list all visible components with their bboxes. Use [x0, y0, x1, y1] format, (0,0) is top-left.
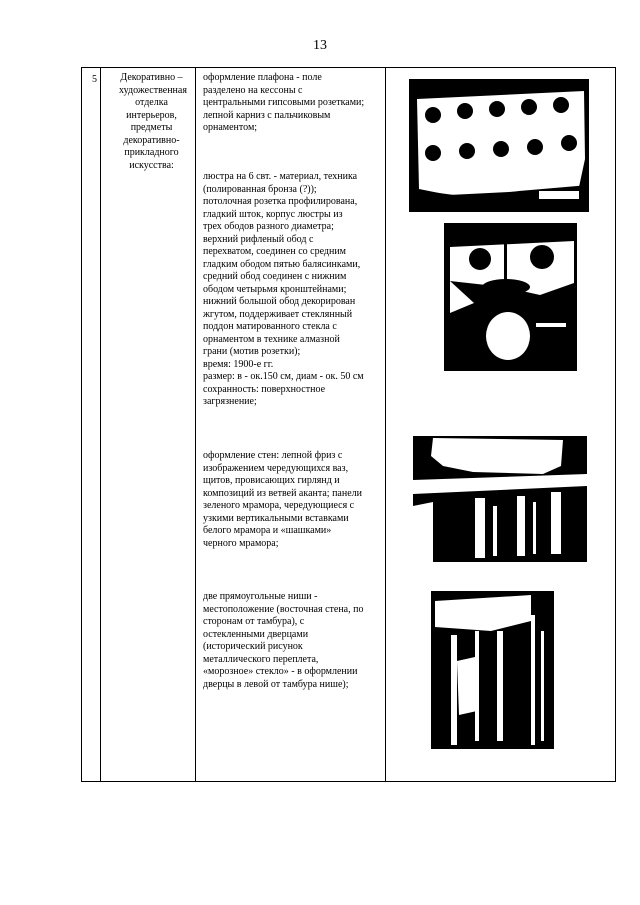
column-divider — [100, 68, 101, 781]
inventory-table — [81, 67, 616, 782]
ceiling-photo — [409, 79, 589, 212]
item-description-walls: оформление стен: лепной фриз с изображением чередующихся ваз, щитов, провисающих гирлянд и композиций из ветвей аканта; панели зеленого мрамора, чередующиеся с узкими вертикальными вставками белого мрамора и «шашками» черного мрамора; — [203, 450, 362, 549]
item-description-chandelier: люстра на 6 свт. - материал, техника (полированная бронза (?)); потолочная розетка профилирована, гладкий шток, корпус люстры из трех ободов разного диаметра; верхний рифленый обод с перехватом, соединен со средним гладким ободом пятью балясинками, средний обод соединен с нижним ободом четырьмя кронштейнами; нижний большой обод декорирован жгутом, поддерживает стеклянный поддон матированного стекла с орнаментом в технике алмазной грани (мотив розетки); время: 1900-е гг. размер: в - ок.150 см, диам - ок. 50 см сохранность: поверхностное загрязнение; — [203, 171, 364, 407]
item-description-ceiling: оформление плафона - поле разделено на кессоны с центральными гипсовыми розетками; лепной карниз с пальчиковым орнаментом; — [203, 72, 365, 133]
column-divider — [195, 68, 196, 781]
category-cell: Декоративно – художественная отделка интерьеров, предметы декоративно-прикладного искусства: — [119, 72, 187, 171]
walls-photo — [413, 436, 587, 562]
chandelier-photo — [444, 223, 577, 371]
page-number: 13 — [313, 38, 327, 53]
column-divider — [385, 68, 386, 781]
row-number: 5 — [92, 74, 97, 85]
niche-photo — [431, 591, 554, 749]
item-description-niches: две прямоугольные ниши - местоположение (восточная стена, по сторонам от тамбура), с остекленными дверцами (исторический рисунок металлического переплета, «морозное» стекло» - в оформлении дверцы в левой от тамбура нише); — [203, 591, 364, 690]
